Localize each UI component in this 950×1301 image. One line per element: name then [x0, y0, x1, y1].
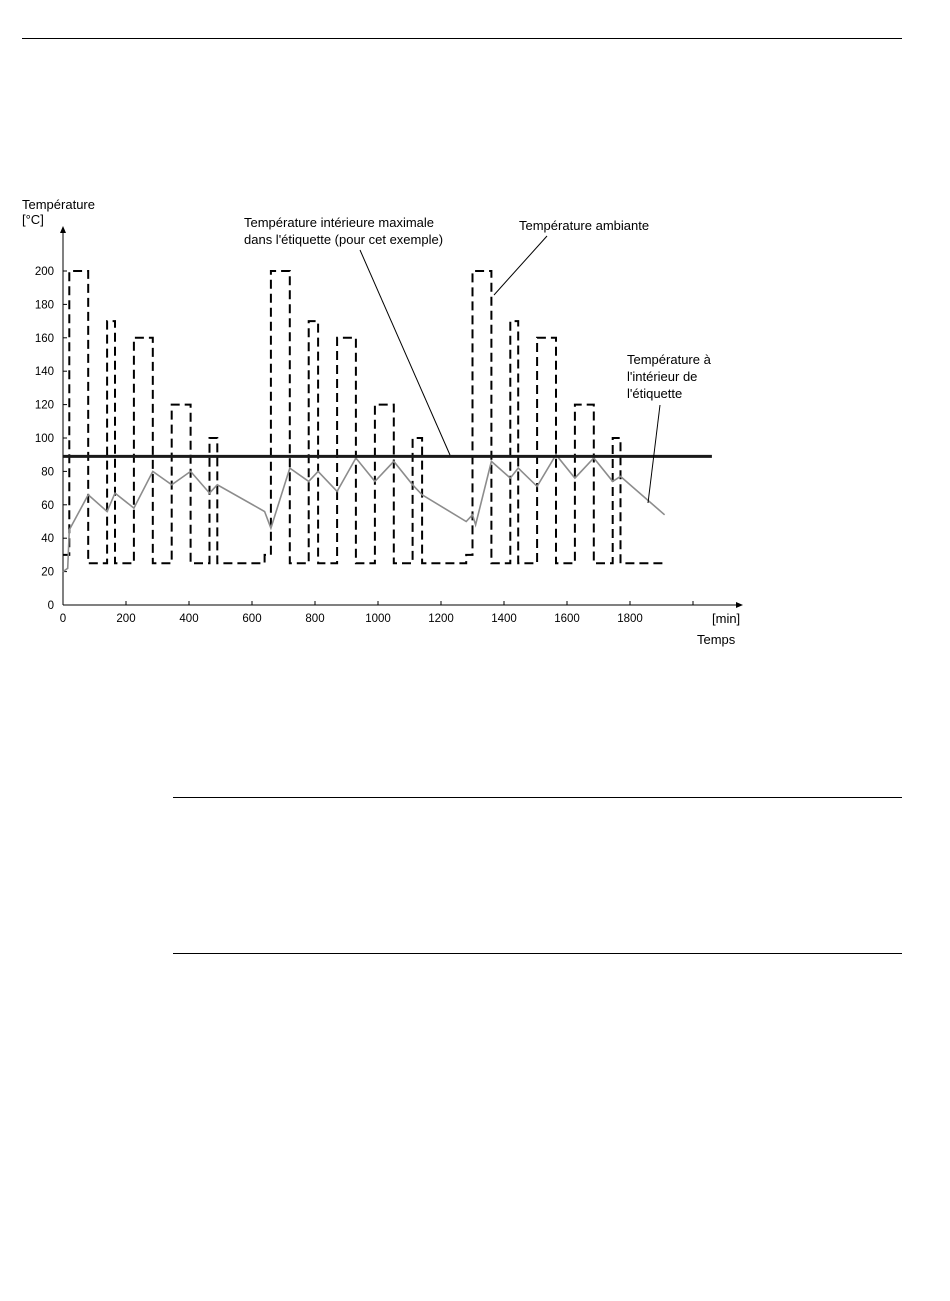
inside-annotation-line2: l'intérieur de — [627, 369, 698, 384]
y-tick-label: 200 — [34, 266, 54, 278]
y-tick-label: 60 — [41, 499, 54, 512]
x-tick-label: 1600 — [554, 613, 580, 625]
max-temp-annotation-line1: Température intérieure maximale — [244, 215, 435, 230]
y-ticks — [35, 266, 67, 612]
inside-annotation-line3: l'étiquette — [627, 386, 683, 401]
y-axis-label: Température — [22, 197, 95, 212]
x-tick-label: 1800 — [617, 613, 643, 625]
y-tick-label: 160 — [34, 332, 54, 345]
x-tick-label: 400 — [179, 613, 199, 625]
x-tick-label: 200 — [116, 613, 136, 625]
x-axis-label: Temps — [697, 632, 736, 647]
y-tick-label: 180 — [34, 299, 54, 312]
x-tick-label: 1000 — [365, 613, 391, 625]
y-tick-label: 80 — [41, 466, 54, 479]
x-tick-label: 1200 — [428, 613, 454, 625]
x-tick-label: 0 — [59, 613, 67, 625]
y-tick-label: 20 — [41, 566, 54, 579]
inside-annotation-line1: Température à — [627, 352, 711, 367]
y-axis-unit: [°C] — [22, 212, 44, 227]
x-tick-label: 600 — [242, 613, 262, 625]
x-tick-label: 800 — [305, 613, 325, 625]
y-tick-label: 120 — [34, 399, 54, 412]
inside-leader — [648, 405, 660, 503]
x-tick-label: 1400 — [491, 613, 517, 625]
section-rule-lower — [173, 953, 902, 954]
x-axis-arrow-icon — [736, 602, 743, 608]
ambient-annotation: Température ambiante — [519, 218, 650, 233]
max-temp-annotation-line2: dans l'étiquette (pour cet exemple) — [244, 232, 444, 247]
ambient-leader — [494, 236, 547, 295]
max-temp-leader — [360, 250, 450, 455]
y-tick-label: 100 — [34, 433, 54, 445]
section-rule-upper — [173, 797, 902, 798]
y-tick-label: 140 — [34, 366, 54, 379]
ambient-temperature-series — [63, 271, 665, 563]
y-tick-label: 40 — [41, 533, 54, 546]
x-axis-unit: [min] — [712, 611, 741, 626]
y-axis-arrow-icon — [60, 226, 66, 233]
y-tick-label: 0 — [47, 600, 54, 612]
